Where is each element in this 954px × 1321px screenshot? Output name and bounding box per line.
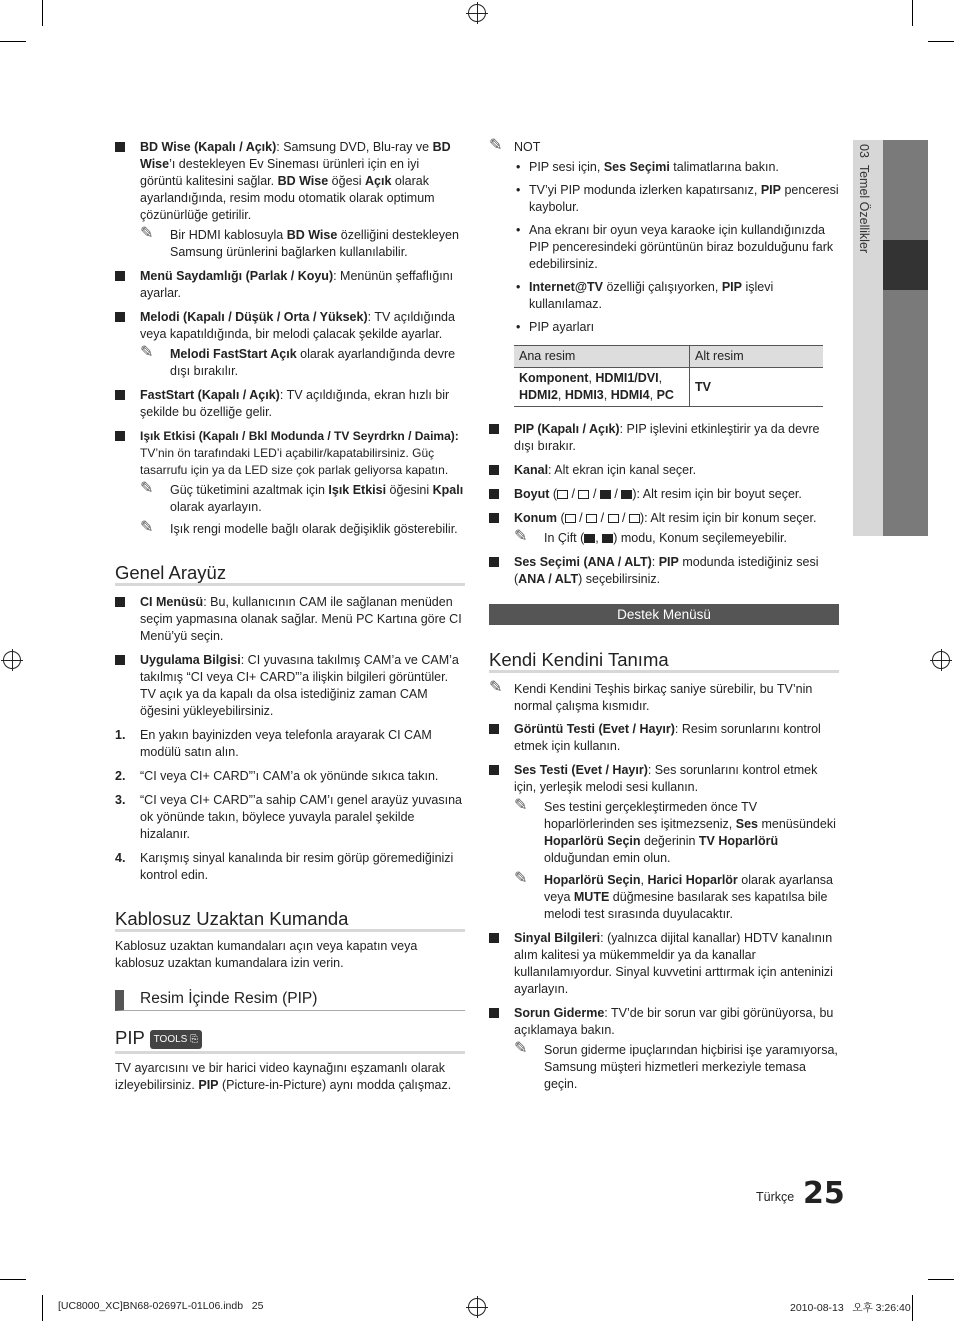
- page-language: Türkçe: [756, 1190, 795, 1204]
- crop-mark: [928, 1279, 954, 1280]
- note-pencil-icon: ✎: [140, 480, 154, 497]
- note-dot-item: • PIP sesi için, Ses Seçimi talimatlarına bakın.: [516, 160, 779, 174]
- signal-info-item: Sinyal Bilgileri: (yalnızca dijital kanallar) HDTV kanalının alım kalitesi ya mükemmeldir ya da kanallar kullanılamıyordur. Sinyal kuvvetini arttırmak için anteninizi ayarlayın.: [489, 930, 839, 998]
- sound-test-item: Ses Testi (Evet / Hayır): Ses sorunlarını kontrol etmek için, yerleşik melodi sesi kullanın. ✎ Ses testini gerçekleştirmeden önce TV hoparlörlerinden ses işitmezseniz, Ses menüsündeki Hoparlörü Seçin değerinin TV Hoparlörü olduğundan emin olun. ✎ Hoparlörü Seçin, Harici Hoparlör olarak ayarlansa veya MUTE düğmesine basılarak ses kapatılsa bile melodi test sırasında duyulacaktır.: [489, 762, 839, 923]
- position-bottom-left-icon: [565, 514, 576, 523]
- bullet-square-icon: [115, 312, 125, 322]
- right-column: [489, 139, 839, 1100]
- section-heading-wireless-remote: Kablosuz Uzaktan Kumanda: [115, 910, 465, 932]
- sound-select-item: Ses Seçimi (ANA / ALT): PIP modunda istediğiniz sesi (ANA / ALT) seçebilirsiniz.: [489, 554, 839, 588]
- double-mode-icon: [584, 534, 595, 543]
- left-column: [115, 139, 465, 1094]
- note: ✎ Güç tüketimini azaltmak için Işık Etkisi öğesini Kpalı olarak ayarlayın.: [140, 480, 464, 514]
- channel-item: Kanal: Alt ekran için kanal seçer.: [489, 462, 839, 479]
- note-pencil-icon: ✎: [489, 137, 503, 154]
- size-small-icon: [557, 490, 568, 499]
- tools-badge: TOOLS ⎘: [150, 1030, 203, 1049]
- registration-mark-icon: [932, 651, 950, 669]
- note: ✎ Kendi Kendini Teşhis birkaç saniye sürebilir, bu TV’nin normal çalışma kısmıdır.: [489, 679, 813, 713]
- crop-mark: [42, 0, 43, 26]
- note: ✎ Ses testini gerçekleştirmeden önce TV hoparlörlerinden ses işitmezseniz, Ses menüsündeki Hoparlörü Seçin değerinin TV Hoparlörü olduğundan emin olun.: [514, 797, 836, 865]
- table-cell-sub: TV: [690, 368, 824, 407]
- support-menu-bar: Destek Menüsü: [489, 604, 839, 625]
- chapter-tab-accent: [883, 240, 928, 290]
- chapter-number: 03: [857, 144, 871, 158]
- note-pencil-icon: ✎: [489, 679, 503, 696]
- size-item: Boyut ( / / / ): Alt resim için bir boyut seçer.: [489, 486, 839, 503]
- bullet-square-icon: [489, 724, 499, 734]
- chapter-tab-dark: [883, 140, 928, 536]
- note-pencil-icon: ✎: [514, 1040, 528, 1057]
- note-dot-item: • TV’yi PIP modunda izlerken kapatırsanız, PIP penceresi kaybolur.: [516, 183, 839, 214]
- note-dot-item: • PIP ayarları: [516, 320, 595, 334]
- note-pencil-icon: ✎: [514, 797, 528, 814]
- double-mode-wide-icon: [602, 534, 613, 543]
- table-header: Ana resim: [514, 346, 690, 368]
- light-effect-item: Işık Etkisi (Kapalı / Bkl Modunda / TV Seyrdrkn / Daima): TV’nin ön tarafındaki LED’i açabilir/kapatabilirsiniz. Güç tasarrufu için ya da LED size çok parlak geliyorsa kapatın. ✎ Güç tüketimini azaltmak için Işık Etkisi öğesini Kpalı olarak ayarlayın. ✎ Işık rengi modelle bağlı olarak değişiklik gösterebilir.: [115, 428, 465, 538]
- step-item: 1. En yakın bayinizden veya telefonla arayarak CI CAM modülü satın alın.: [115, 728, 432, 759]
- bullet-square-icon: [489, 1008, 499, 1018]
- pip-heading: PIP TOOLS ⎘: [115, 1029, 465, 1054]
- pip-settings-table: [514, 345, 823, 407]
- bullet-square-icon: [115, 597, 125, 607]
- picture-test-item: Görüntü Testi (Evet / Hayır): Resim sorunlarını kontrol etmek için kullanın.: [489, 721, 839, 755]
- pip-text: TV ayarcısını ve bir harici video kaynağını eşzamanlı olarak izleyebilirsiniz. PIP (Picture-in-Picture) aynı modda çalışmaz.: [115, 1060, 452, 1092]
- note: ✎ Sorun giderme ipuçlarından hiçbirisi işe yaramıyorsa, Samsung müşteri hizmetleri merkeziyle temasa geçin.: [514, 1040, 838, 1091]
- bd-wise-item: BD Wise (Kapalı / Açık): Samsung DVD, Blu-ray ve BD Wise’ı destekleyen Ev Sineması ürünleri için en iyi görüntü kalitesini sağlar. BD Wise öğesi Açık olarak ayarlandığında, resim modu otomatik olarak optimum çözünürlüğe getirilir. ✎ Bir HDMI kablosuyla BD Wise özelliğini destekleyen Samsung ürünlerini bağlarken kullanılabilir.: [115, 139, 465, 261]
- section-heading-general-interface: Genel Arayüz: [115, 564, 465, 586]
- crop-mark: [0, 1279, 26, 1280]
- bullet-square-icon: [489, 465, 499, 475]
- step-item: 4. Karışmış sinyal kanalında bir resim görüp göremediğinizi kontrol edin.: [115, 851, 454, 882]
- registration-mark-icon: [468, 1298, 486, 1316]
- note: ✎ In Çift ( , ) modu, Konum seçilemeyebilir.: [514, 528, 787, 545]
- registration-mark-icon: [3, 651, 21, 669]
- step-item: 3. “CI veya CI+ CARD”’a sahip CAM’ı genel arayüz yuvasına ok yönünde takın, böylece yuvayla paralel şekilde hizalanır.: [115, 793, 463, 841]
- step-item: 2. “CI veya CI+ CARD”’ı CAM’a ok yönünde sıkıca takın.: [115, 769, 439, 783]
- note-header: ✎ NOT: [489, 137, 541, 154]
- bullet-square-icon: [115, 142, 125, 152]
- size-split-wide-icon: [621, 490, 632, 499]
- crop-mark: [912, 1295, 913, 1321]
- note-dot-item: • Ana ekranı bir oyun veya karaoke için kullandığınızda PIP penceresindeki görüntünün biraz bozulduğunu fark edebilirsiniz.: [516, 223, 834, 271]
- app-info-item: Uygulama Bilgisi: CI yuvasına takılmış CAM’a ve CAM’a takılmış “CI veya CI+ CARD”’a ilişkin bilgileri görüntüler. TV açık ya da kapalı da olsa istediğiniz zaman CAM öğesini yükleyebilirsiniz.: [115, 652, 465, 720]
- ci-menu-item: CI Menüsü: Bu, kullanıcının CAM ile sağlanan menüden seçim yapmasına olanak sağlar. Menü PC Kartına göre CI Menü’yü seçin.: [115, 594, 465, 645]
- note-pencil-icon: ✎: [140, 225, 154, 242]
- bullet-square-icon: [115, 655, 125, 665]
- bullet-square-icon: [489, 489, 499, 499]
- bullet-square-icon: [489, 933, 499, 943]
- crop-mark: [912, 0, 913, 26]
- registration-mark-icon: [468, 4, 486, 22]
- page-number: 25: [803, 1176, 845, 1211]
- troubleshooting-item: Sorun Giderme: TV’de bir sorun var gibi görünüyorsa, bu açıklamaya bakın. ✎ Sorun giderme ipuçlarından hiçbirisi işe yaramıyorsa, Samsung müşteri hizmetleri merkeziyle temasa geçin.: [489, 1005, 839, 1093]
- remote-icon: ⎘: [190, 1033, 199, 1045]
- section-heading-self-diagnosis: Kendi Kendini Tanıma: [489, 651, 839, 673]
- size-large-icon: [578, 490, 589, 499]
- bullet-square-icon: [489, 765, 499, 775]
- subsection-heading-pip: Resim İçinde Resim (PIP): [115, 990, 465, 1011]
- pip-onoff-item: PIP (Kapalı / Açık): PIP işlevini etkinleştirir ya da devre dışı bırakır.: [489, 421, 839, 455]
- note: ✎ Melodi FastStart Açık olarak ayarlandığında devre dışı bırakılır.: [140, 344, 456, 378]
- melody-item: Melodi (Kapalı / Düşük / Orta / Yüksek): TV açıldığında veya kapatıldığında, bir melodi çalacak şekilde ayarlar. ✎ Melodi FastStart Açık olarak ayarlandığında devre dışı bırakılır.: [115, 309, 465, 380]
- note-pencil-icon: ✎: [140, 344, 154, 361]
- bullet-square-icon: [115, 390, 125, 400]
- bullet-square-icon: [115, 431, 125, 441]
- bullet-square-icon: [489, 513, 499, 523]
- chapter-title: Temel Özellikler: [857, 164, 871, 254]
- bullet-square-icon: [489, 424, 499, 434]
- file-info: [UC8000_XC]BN68-02697L-01L06.indb 25: [58, 1300, 264, 1312]
- note-dot-item: • Internet@TV özelliği çalışıyorken, PIP işlevi kullanılamaz.: [516, 280, 774, 311]
- menu-transparency-item: Menü Saydamlığı (Parlak / Koyu): Menünün şeffaflığını ayarlar.: [115, 268, 465, 302]
- crop-mark: [0, 41, 26, 42]
- note-pencil-icon: ✎: [140, 519, 154, 536]
- note-pencil-icon: ✎: [514, 528, 528, 545]
- table-header: Alt resim: [690, 346, 824, 368]
- note: ✎ Hoparlörü Seçin, Harici Hoparlör olarak ayarlansa veya MUTE düğmesine basılarak ses kapatılsa bile melodi test sırasında duyulacaktır.: [514, 870, 834, 921]
- note-pencil-icon: ✎: [514, 870, 528, 887]
- bullet-square-icon: [489, 557, 499, 567]
- note: ✎ Işık rengi modelle bağlı olarak değişiklik gösterebilir.: [140, 519, 458, 536]
- bullet-square-icon: [115, 271, 125, 281]
- print-date: 2010-08-13 오후 3:26:40: [790, 1302, 911, 1314]
- position-item: Konum ( / / / ): Alt resim için bir konum seçer. ✎ In Çift ( , ) modu, Konum seçilemeyebilir.: [489, 510, 839, 547]
- crop-mark: [42, 1295, 43, 1321]
- note: ✎ Bir HDMI kablosuyla BD Wise özelliğini destekleyen Samsung ürünlerini bağlarken kullanılabilir.: [140, 225, 459, 259]
- position-bottom-right-icon: [629, 514, 640, 523]
- chapter-label: [857, 144, 871, 253]
- table-cell-main: Komponent, HDMI1/DVI, HDMI2, HDMI3, HDMI4, PC: [514, 368, 690, 407]
- wireless-text: Kablosuz uzaktan kumandaları açın veya kapatın veya kablosuz uzaktan kumandalara izin verin.: [115, 939, 418, 970]
- position-top-right-icon: [586, 514, 597, 523]
- size-split-icon: [600, 490, 611, 499]
- faststart-item: FastStart (Kapalı / Açık): TV açıldığında, ekran hızlı bir şekilde bu özelliğe gelir.: [115, 387, 465, 421]
- position-top-left-icon: [608, 514, 619, 523]
- crop-mark: [928, 41, 954, 42]
